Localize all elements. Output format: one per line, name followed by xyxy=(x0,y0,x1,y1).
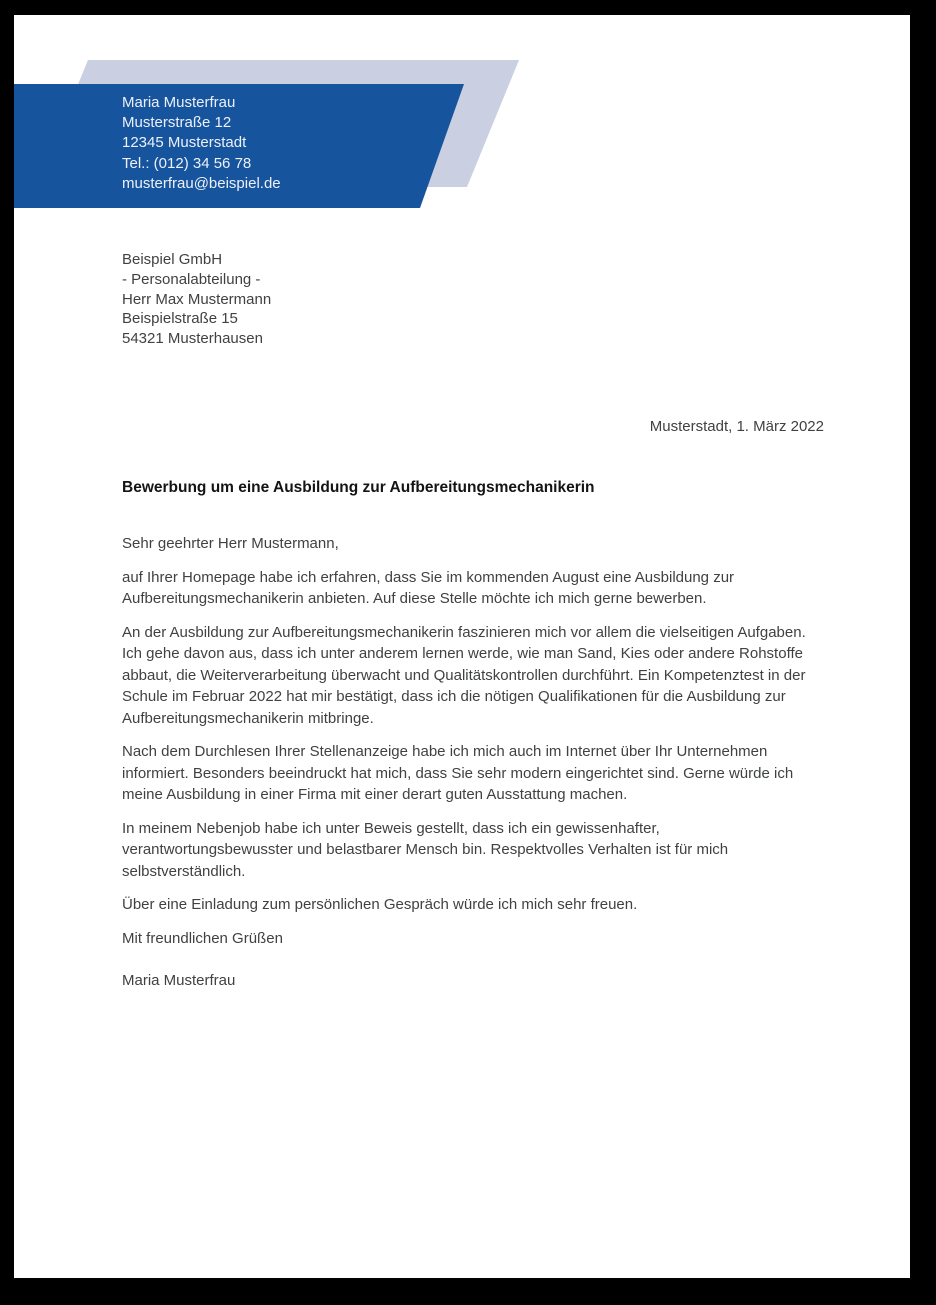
letter-paragraph: auf Ihrer Homepage habe ich erfahren, dass Sie im kommenden August eine Ausbildung zur Aufbereitungsmechanikerin anbieten. Auf diese Stelle möchte ich mich gerne bewerben. xyxy=(122,568,735,607)
letter-paragraph: In meinem Nebenjob habe ich unter Beweis gestellt, dass ich ein gewissenhafter, verantwortungsbewusster und belastbarer Mensch bin. Respektvolles Verhalten ist für mich selbstverständlich. xyxy=(122,819,729,880)
date-line: Musterstadt, 1. März 2022 xyxy=(649,418,824,435)
recipient-street: Beispielstraße 15 xyxy=(122,310,238,328)
sender-name: Maria Musterfrau xyxy=(122,94,236,111)
letter-paragraph: Nach dem Durchlesen Ihrer Stellenanzeige habe ich mich auch im Internet über Ihr Unternehmen informiert. Besonders beeindruckt hat mich, dass Sie sehr modern eingerichtet sind. Gerne würde ich meine Ausbildung in einer Firma mit einer derart guten Ausstattung machen. xyxy=(122,743,794,803)
recipient-city: 54321 Musterhausen xyxy=(122,330,263,348)
sender-address-block xyxy=(122,93,281,194)
sender-phone: Tel.: (012) 34 56 78 xyxy=(122,154,252,172)
sender-email: musterfrau@beispiel.de xyxy=(122,174,281,192)
recipient-person: Herr Max Mustermann xyxy=(122,290,272,308)
letter-page xyxy=(14,15,910,1278)
letter-body xyxy=(122,533,828,1004)
letter-paragraph: Über eine Einladung zum persönlichen Gespräch würde ich mich sehr freuen. xyxy=(122,896,638,913)
sender-city: 12345 Musterstadt xyxy=(122,134,247,152)
recipient-address-block xyxy=(122,250,271,349)
sender-street: Musterstraße 12 xyxy=(122,114,232,132)
recipient-company: Beispiel GmbH xyxy=(122,251,223,268)
subject-line: Bewerbung um eine Ausbildung zur Aufbereitungsmechanikerin xyxy=(122,479,595,496)
letter-paragraph: An der Ausbildung zur Aufbereitungsmechanikerin faszinieren mich vor allem die vielseitigen Aufgaben. Ich gehe davon aus, dass ich unter anderem lernen werde, wie man Sand, Kies oder andere Rohstoffe abbaut, die Weiterverarbeitung überwacht und Qualitätskontrollen durchführt. Ein Kompetenztest in der Schule im Februar 2022 hat mir bestätigt, dass ich die nötigen Qualifikationen für die Ausbildung zur Aufbereitungsmechanikerin mitbringe. xyxy=(122,623,806,727)
salutation: Sehr geehrter Herr Mustermann, xyxy=(122,535,339,552)
signature-name: Maria Musterfrau xyxy=(122,972,236,989)
recipient-department: - Personalabteilung - xyxy=(122,270,261,288)
closing-formula: Mit freundlichen Grüßen xyxy=(122,929,283,947)
